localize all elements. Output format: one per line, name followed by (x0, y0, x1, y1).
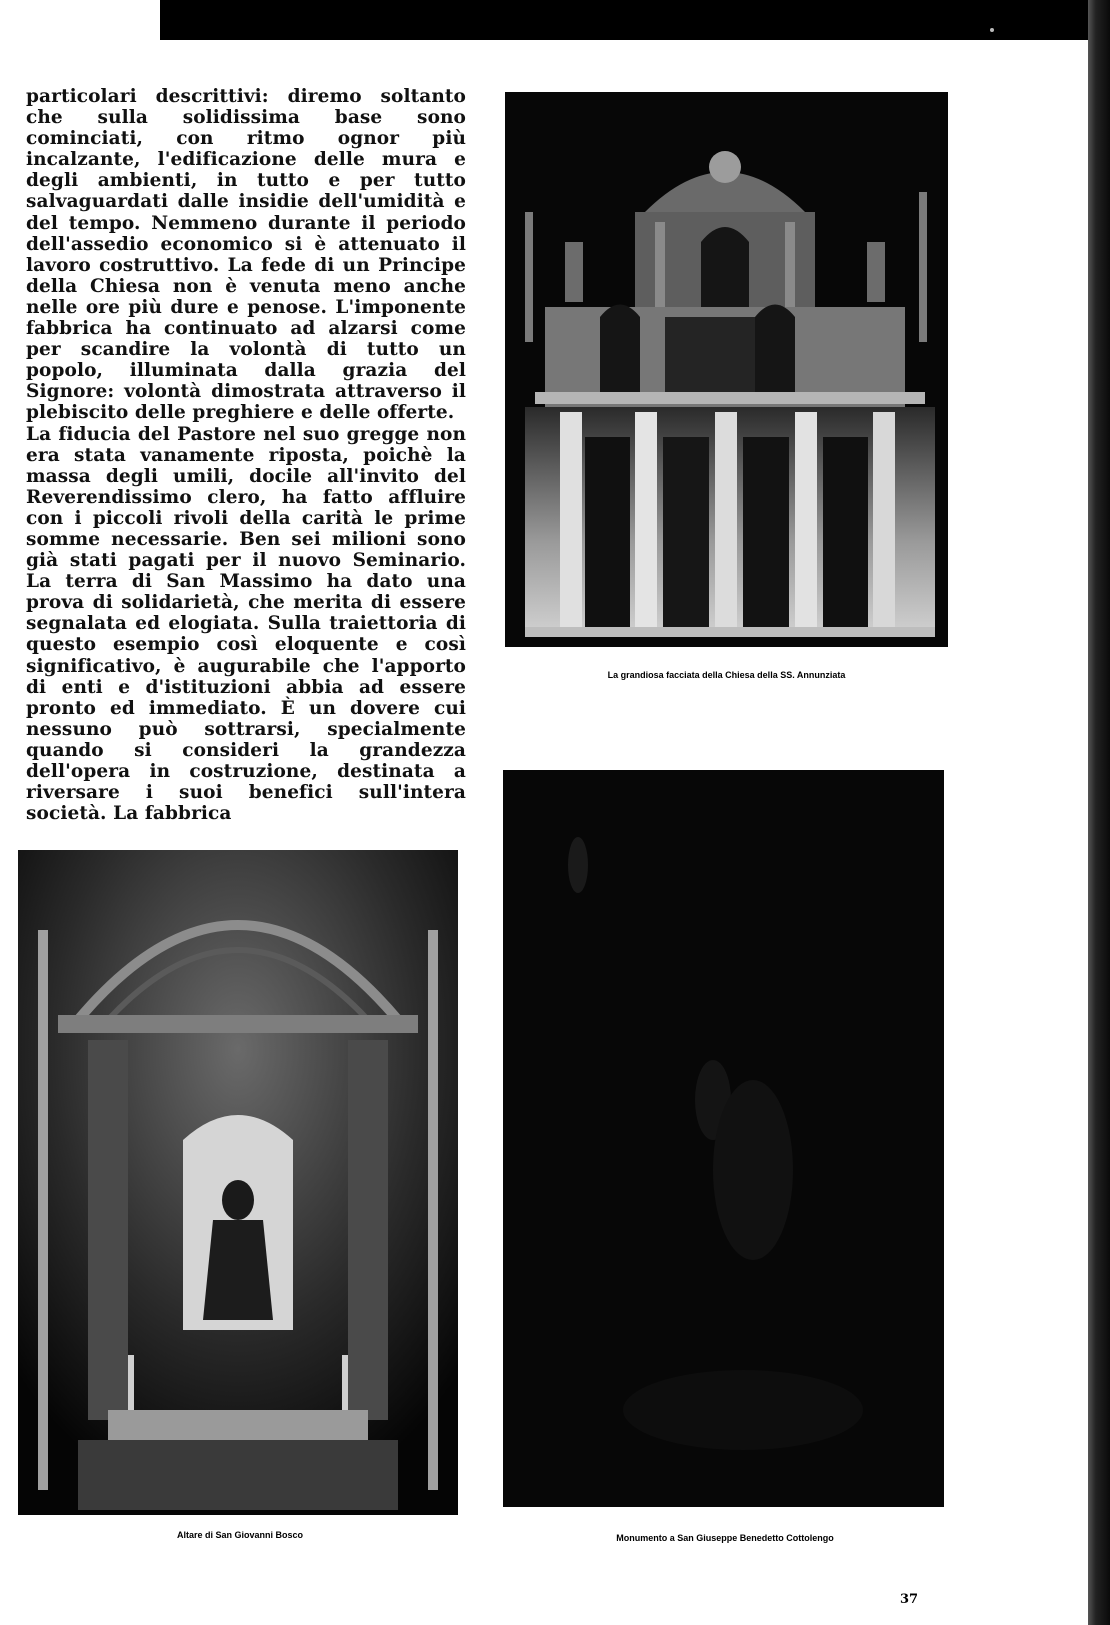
church-facade-photo (505, 92, 948, 647)
scan-speck (990, 28, 994, 32)
monument-photo (503, 770, 944, 1507)
altar-caption: Altare di San Giovanni Bosco (176, 1530, 304, 1540)
page-number: 37 (900, 1592, 919, 1607)
article-body-text: particolari descrittivi: diremo soltanto che sulla solidissima base sono cominciati, con ritmo ognor più incalzante, l'edificazione delle mura e degli ambienti, in tutto e per tutto salvaguardati dalle insidie dell'umidità e del tempo. Nemmeno durante il periodo dell'assedio economico si è attenuato il lavoro costruttivo. La fede di un Principe della Chiesa non è venuta meno anche nelle ore più dure e penose. L'imponente fabbrica ha continuato ad alzarsi come per scandire la volontà di tutto un popolo, illuminata dalla grazia del Signore: volontà dimostrata attraverso il plebiscito delle preghiere e delle offerte. La fiducia del Pastore nel suo gregge non era stata vanamente riposta, poichè la massa degli umili, docile all'invito del Reverendissimo clero, ha fatto affluire con i piccoli rivoli della carità le prime somme necessarie. Ben sei milioni sono già stati pagati per il nuovo Seminario. La terra di San Massimo ha dato una prova di solidarietà, che merita di essere segnalata ed elogiata. Sulla traiettoria di questo esempio così eloquente e così significativo, è augurabile che l'apporto di enti e d'istituzioni abbia ad essere pronto ed immediato. È un dovere cui nessuno può sottrarsi, specialmente quando si consideri la grandezza dell'opera in costruzione, destinata a riversare i suoi benefici sull'intera società. La fabbrica (26, 86, 466, 825)
facade-caption: La grandiosa facciata della Chiesa della SS. Annunziata (607, 670, 846, 680)
altar-photo (18, 850, 458, 1515)
scan-border-top (160, 0, 1110, 40)
monument-caption: Monumento a San Giuseppe Benedetto Cottolengo (616, 1533, 834, 1543)
scan-border-right (1088, 0, 1110, 1625)
